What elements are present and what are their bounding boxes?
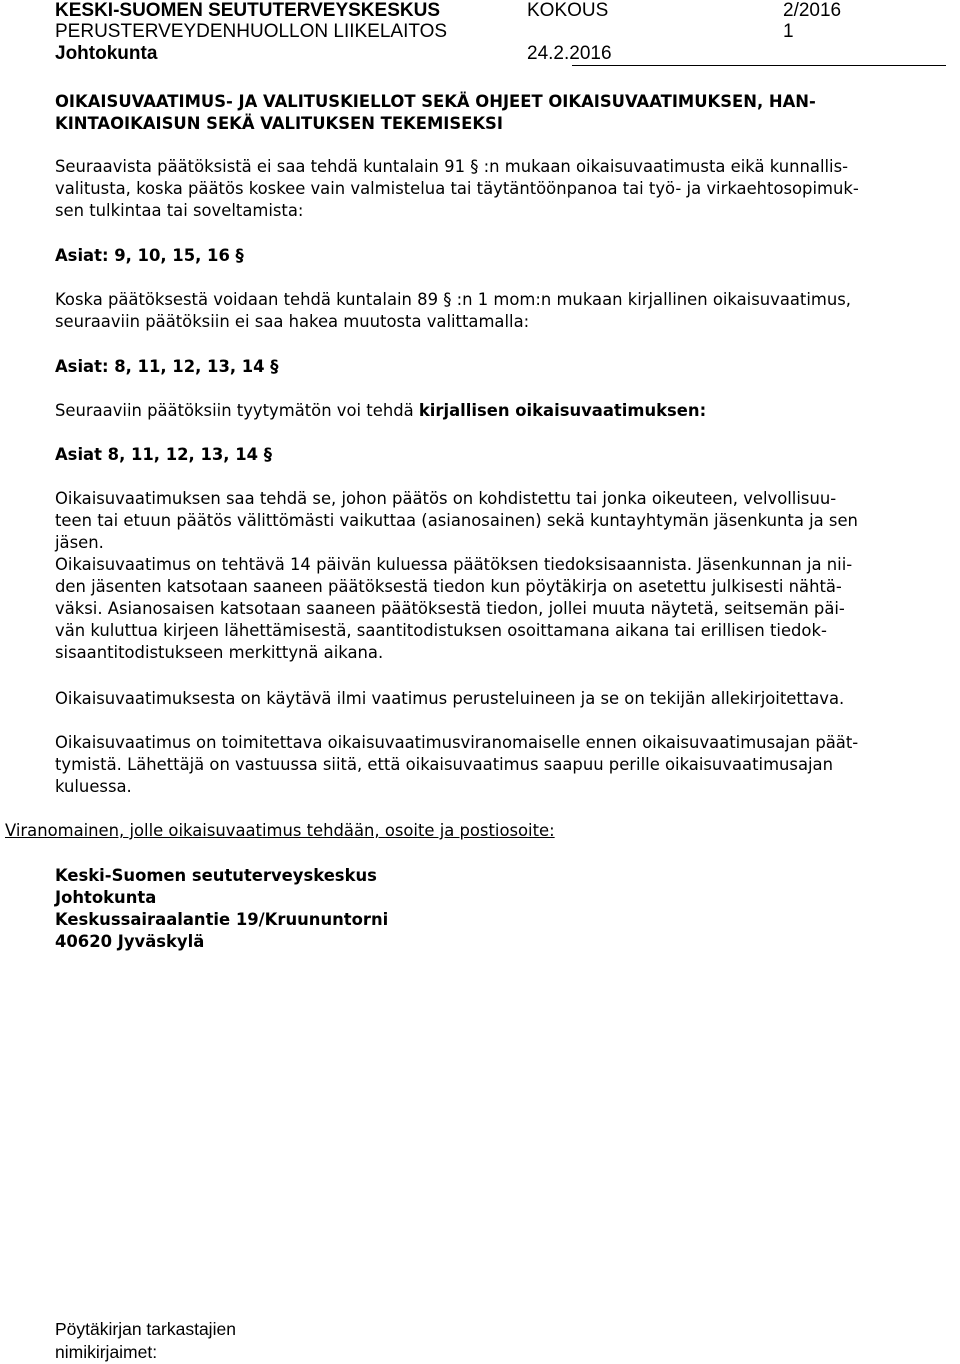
meeting-number: 2/2016 [783,0,842,21]
address-unit: Johtokunta [55,888,157,907]
paragraph-no-appeal: Seuraavista päätöksistä ei saa tehdä kuntalain 91 § :n mukaan oikaisuvaatimusta eikä kunnallis- valitusta, koska päätös koskee vain valmistelua tai täytäntöönpanoa tai työ- ja virkaehtosopimuk- sen tulkintaa tai soveltamista: [55,157,859,220]
items-list-2: Asiat: 8, 11, 12, 13, 14 § [55,357,279,376]
paragraph-delivery: Oikaisuvaatimus on toimitettava oikaisuvaatimusviranomaiselle ennen oikaisuvaatimusajan päät- tymistä. Lähettäjä on vastuussa siitä, että oikaisuvaatimus saapuu perille oikaisuvaatimusajan kuluessa. [55,733,859,796]
written-claim-emphasis: kirjallisen oikaisuvaatimuksen: [418,401,707,420]
address-street: Keskussairaalantie 19/Kruununtorni [55,910,389,929]
address-org: Keski-Suomen seututerveyskeskus [55,866,377,885]
meeting-date: 24.2.2016 [527,43,612,64]
org-name: KESKI-SUOMEN SEUTUTERVEYSKESKUS [55,0,440,21]
authority-address [55,865,955,953]
footer-initials-label: Pöytäkirjan tarkastajien nimikirjaimet: [55,1319,236,1362]
subunit-name: PERUSTERVEYDENHUOLLON LIIKELAITOS [55,21,448,42]
paragraph-who-may-claim: Oikaisuvaatimuksen saa tehdä se, johon päätös on kohdistettu tai jonka oikeuteen, velvollisuu- teen tai etuun päätös välittömästi vaikuttaa (asianosainen) sekä kuntayhtymän jäsenkunta ja sen jäsen. Oikaisuvaatimus on tehtävä 14 päivän kuluessa päätöksen tiedoksisaannista. Jäsenkunnan ja nii- den jäsenten katsotaan saaneen päätöksestä tiedon kun pöytäkirja on asetettu julkisesti nähtä- väksi. Asianosaisen katsotaan saaneen päätöksestä tiedon, jollei muuta näytetä, seitsemän päi- vän kuluttua kirjeen lähettämisestä, saantitodistuksen osoittamana aikana tai erillisen tiedok- sisaantitodistukseen merkittynä aikana. [55,489,858,662]
authority-heading: Viranomainen, jolle oikaisuvaatimus tehdään, osoite ja postiosoite: [5,821,555,840]
items-list-3: Asiat 8, 11, 12, 13, 14 § [55,445,272,464]
paragraph-requirements: Oikaisuvaatimuksesta on käytävä ilmi vaatimus perusteluineen ja se on tekijän allekirjoitettava. [55,689,845,708]
document-header [55,0,945,70]
header-rule [572,65,946,66]
items-list-1: Asiat: 9, 10, 15, 16 § [55,246,244,265]
page-number: 1 [783,21,794,42]
meeting-label: KOKOUS [527,0,609,21]
body-name: Johtokunta [55,43,158,64]
page-title: OIKAISUVAATIMUS- JA VALITUSKIELLOT SEKÄ OHJEET OIKAISUVAATIMUKSEN, HAN- KINTAOIKAISUN SEKÄ VALITUKSEN TEKEMISEKSI [55,92,816,133]
paragraph-written-claim: Koska päätöksestä voidaan tehdä kuntalain 89 § :n 1 mom:n mukaan kirjallinen oikaisuvaatimus, seuraaviin päätöksiin ei saa hakea muutosta valittamalla: [55,290,852,331]
address-postal: 40620 Jyväskylä [55,932,205,951]
paragraph-dissatisfied: Seuraaviin päätöksiin tyytymätön voi tehdä kirjallisen oikaisuvaatimuksen: [55,401,707,420]
